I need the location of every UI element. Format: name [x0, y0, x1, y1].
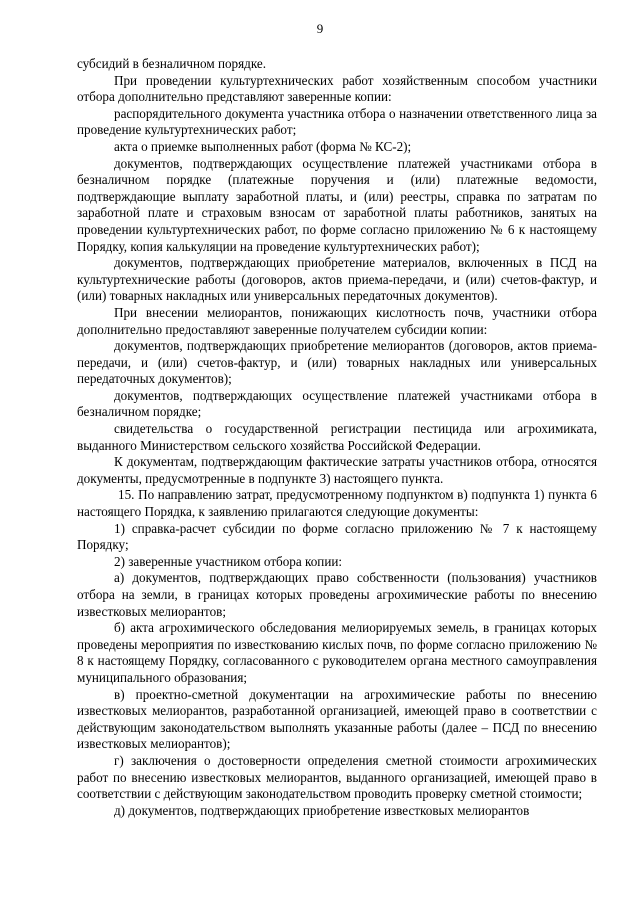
paragraph-7: При внесении мелиорантов, понижающих кислотность почв, участники отбора дополнительно предоставляют заверенные получателем субсидии копии: [77, 304, 597, 337]
paragraph-19: д) документов, подтверждающих приобретение известковых мелиорантов [114, 802, 530, 818]
paragraph-10: свидетельства о государственной регистрации пестицида или агрохимиката, выданного Министерством сельского хозяйства Российской Федерации. [77, 421, 597, 453]
paragraph-4: акта о приемке выполненных работ (форма № КС-2); [114, 138, 412, 154]
paragraph-6: документов, подтверждающих приобретение материалов, включенных в ПСД на культуртехнические работы (договоров, актов приема-передачи, и (или) счетов-фактур, и (или) товарных накладных или универсальных передаточных документов). [77, 255, 597, 304]
paragraph-5: документов, подтверждающих осуществление платежей участниками отбора в безналичном порядке (платежные поручения и (или) платежные ведомости, подтверждающие выплату заработной платы, и (или) реестры, справка по затратам по заработной плате и страховым взносам от заработной платы работников, занятых на проведении культуртехнических работ, по форме согласно приложению № 6 к настоящему Порядку, копия калькуляции на проведение культуртехнических работ); [77, 155, 597, 254]
paragraph-11: К документам, подтверждающим фактические затраты участников отбора, относятся документы, предусмотренные в подпункте 3) настоящего пункта. [77, 454, 597, 486]
paragraph-9: документов, подтверждающих осуществление платежей участниками отбора в безналичном порядке; [77, 387, 597, 420]
paragraph-14: 2) заверенные участником отбора копии: [114, 553, 343, 569]
paragraph-15: а) документов, подтверждающих право собственности (пользования) участников отбора на земли, в границах которых проведены агрохимические работы по внесению известковых мелиорантов; [77, 570, 597, 619]
paragraph-3: распорядительного документа участника отбора о назначении ответственного лица за проведение культуртехнических работ; [77, 105, 597, 138]
paragraph-17: в) проектно-сметной документации на агрохимические работы по внесению известковых мелиорантов, разработанной организацией, имеющей право в соответствии с действующим законодательством выполнять указанные работы (далее – ПСД по внесению известковых мелиорантов); [77, 686, 597, 752]
paragraph-13: 1) справка-расчет субсидии по форме согласно приложению № 7 к настоящему Порядку; [77, 520, 597, 553]
paragraph-16: б) акта агрохимического обследования мелиорируемых земель, в границах которых проведены мероприятия по известкованию кислых почв, по форме согласно приложению № 8 к настоящему Порядку, согласованного с руководителем органа местного самоуправления муниципального образования; [77, 620, 597, 685]
paragraph-8: документов, подтверждающих приобретение мелиорантов (договоров, актов приема-передачи, и (или) счетов-фактур, и (или) товарных накладных или универсальных передаточных документов); [77, 338, 597, 387]
page-number: 9 [316, 21, 324, 36]
paragraph-2: При проведении культуртехнических работ хозяйственным способом участники отбора дополнительно представляют заверенные копии: [77, 72, 597, 105]
paragraph-18: г) заключения о достоверности определения сметной стоимости агрохимических работ по внесению известковых мелиорантов, выданного организацией, имеющей право в соответствии с действующим законодательством проводить проверку сметной стоимости; [77, 752, 597, 802]
paragraph-1: субсидий в безналичном порядке. [77, 56, 267, 71]
paragraph-12: 15. По направлению затрат, предусмотренному подпунктом в) подпункта 1) пункта 6 настоящего Порядка, к заявлению прилагаются следующие документы: [77, 487, 597, 520]
document-body [77, 56, 597, 819]
